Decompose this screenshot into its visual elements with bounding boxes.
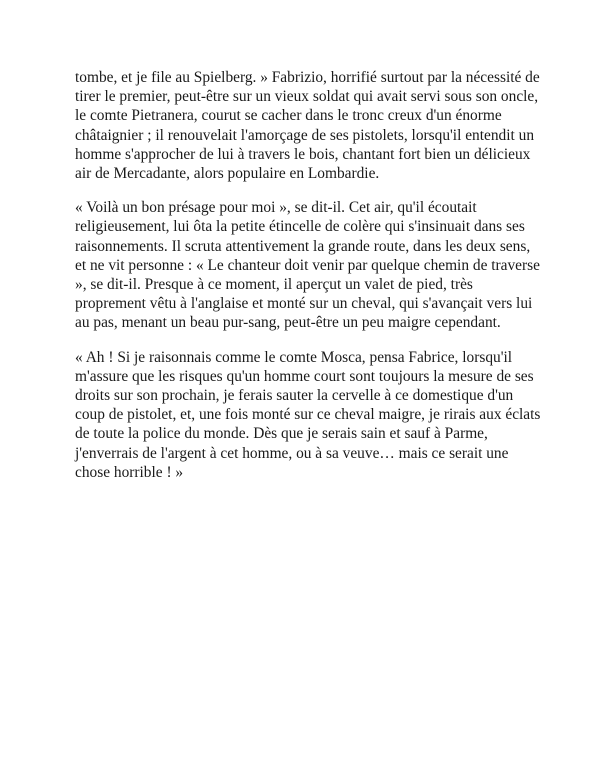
text-line: », se dit-il. Presque à ce moment, il aperçut un valet de pied, très: [75, 276, 473, 294]
text-line: le comte Pietranera, courut se cacher dans le tronc creux d'un énorme: [75, 107, 502, 125]
text-line: raisonnements. Il scruta attentivement la grande route, dans les deux sens,: [75, 237, 531, 255]
text-line: châtaignier ; il renouvelait l'amorçage de ses pistolets, lorsqu'il entendit un: [75, 126, 535, 144]
text-line: homme s'approcher de lui à travers le bois, chantant fort bien un délicieux: [75, 145, 531, 163]
text-line: « Ah ! Si je raisonnais comme le comte Mosca, pensa Fabrice, lorsqu'il: [75, 348, 513, 366]
text-line: de toute la police du monde. Dès que je serais sain et sauf à Parme,: [75, 425, 488, 443]
text-line: tombe, et je file au Spielberg. » Fabrizio, horrifié surtout par la nécessité de: [75, 69, 540, 86]
text-line: chose horrible ! »: [75, 463, 184, 481]
text-line: « Voilà un bon présage pour moi », se dit-il. Cet air, qu'il écoutait: [75, 199, 477, 217]
text-line: tirer le premier, peut-être sur un vieux soldat qui avait servi sous son oncle,: [75, 88, 539, 106]
text-line: proprement vêtu à l'anglaise et monté sur un cheval, qui s'avançait vers lui: [75, 295, 533, 313]
paragraph-1: [75, 68, 540, 183]
paragraph-2: [75, 198, 540, 332]
text-line: religieusement, lui ôta la petite étincelle de colère qui s'insinuait dans ses: [75, 218, 525, 236]
text-line: air de Mercadante, alors populaire en Lombardie.: [75, 165, 380, 183]
text-line: droits sur son prochain, je ferais sauter la cervelle à ce domestique d'un: [75, 387, 514, 405]
text-line: et ne vit personne : « Le chanteur doit venir par quelque chemin de traverse: [75, 256, 540, 274]
text-line: coup de pistolet, et, une fois monté sur ce cheval maigre, je rirais aux éclats: [75, 406, 541, 424]
paragraph-3: [75, 348, 541, 482]
text-line: au pas, menant un beau pur-sang, peut-être un peu maigre cependant.: [75, 314, 501, 332]
text-line: j'enverrais de l'argent à cet homme, ou à sa veuve… mais ce serait une: [75, 444, 509, 462]
text-line: m'assure que les risques qu'un homme court sont toujours la mesure de ses: [75, 367, 534, 385]
body-text: [75, 68, 541, 482]
